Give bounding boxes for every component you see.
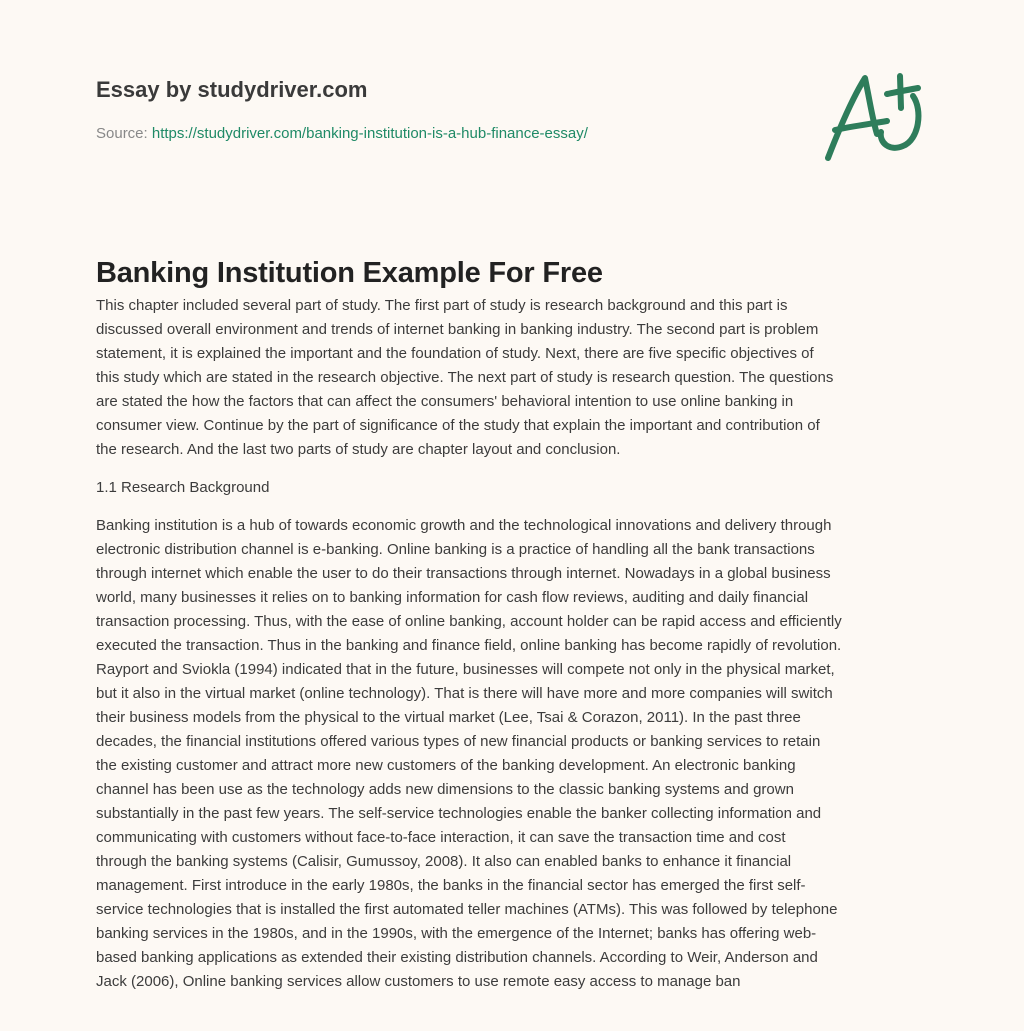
text-line: but it also in the virtual market (online technology). That is there will have more and more companies will switch	[96, 685, 833, 702]
text-line: Rayport and Sviokla (1994) indicated that in the future, businesses will compete not only in the physical market,	[96, 661, 835, 678]
paragraph	[96, 294, 936, 462]
text-line: consumer view. Continue by the part of significance of the study that explain the important and contribution of	[96, 417, 820, 434]
text-line: their business models from the physical to the virtual market (Lee, Tsai & Corazon, 2011). In the past three	[96, 709, 801, 726]
text-line: based banking applications as extended their existing distribution channels. According to Weir, Anderson and	[96, 949, 818, 966]
text-line: this study which are stated in the research objective. The next part of study is research question. The questions	[96, 369, 834, 386]
text-line: 1.1 Research Background	[96, 479, 270, 496]
text-line: communicating with customers without face-to-face interaction, it can save the transaction time and cost	[96, 829, 786, 846]
text-line: transaction processing. Thus, with the ease of online banking, account holder can be rapid access and efficiently	[96, 613, 842, 630]
paragraph	[96, 514, 936, 994]
text-line: through internet which enable the user to do their transactions through internet. Nowadays in a global business	[96, 565, 831, 582]
text-line: Banking institution is a hub of towards economic growth and the technological innovations and delivery through	[96, 517, 832, 534]
text-line: the research. And the last two parts of study are chapter layout and conclusion.	[96, 441, 621, 458]
text-line: management. First introduce in the early 1980s, the banks in the financial sector has emerged the first self-	[96, 877, 806, 894]
text-line: service technologies that is installed the first automated teller machines (ATMs). This was followed by telephone	[96, 901, 838, 918]
section-heading	[96, 476, 936, 500]
source-link[interactable]: https://studydriver.com/banking-institution-is-a-hub-finance-essay/	[151, 125, 588, 142]
text-line: channel has been use as the technology adds new dimensions to the classic banking systems and grown	[96, 781, 794, 798]
text-line: This chapter included several part of study. The first part of study is research background and this part is	[96, 297, 788, 314]
text-line: discussed overall environment and trends of internet banking in banking industry. The second part is problem	[96, 321, 819, 338]
text-line: executed the transaction. Thus in the banking and finance field, online banking has become rapidly of revolution.	[96, 637, 842, 654]
text-line: Jack (2006), Online banking services allow customers to use remote easy access to manage ban	[96, 973, 741, 990]
a-plus-logo-icon	[815, 62, 935, 172]
source-line	[96, 124, 588, 144]
text-line: statement, it is explained the important and the foundation of study. Next, there are five specific objectives of	[96, 345, 814, 362]
text-line: the existing customer and attract more new customers of the banking development. An electronic banking	[96, 757, 796, 774]
source-label: Source:	[96, 125, 148, 142]
article-title: Banking Institution Example For Free	[96, 257, 603, 289]
site-title: Essay by studydriver.com	[96, 77, 368, 102]
text-line: are stated the how the factors that can affect the consumers' behavioral intention to use online banking in	[96, 393, 794, 410]
text-line: through the banking systems (Calisir, Gumussoy, 2008). It also can enabled banks to enhance it financial	[96, 853, 792, 870]
article-body	[96, 294, 936, 1008]
text-line: decades, the financial institutions offered various types of new financial products or banking services to retain	[96, 733, 821, 750]
text-line: electronic distribution channel is e-banking. Online banking is a practice of handling all the bank transactions	[96, 541, 815, 558]
text-line: world, many businesses it relies on to banking information for cash flow reviews, auditing and daily financial	[96, 589, 809, 606]
text-line: substantially in the past few years. The self-service technologies enable the banker collecting information and	[96, 805, 822, 822]
text-line: banking services in the 1980s, and in the 1990s, with the emergence of the Internet; banks has offering web-	[96, 925, 817, 942]
